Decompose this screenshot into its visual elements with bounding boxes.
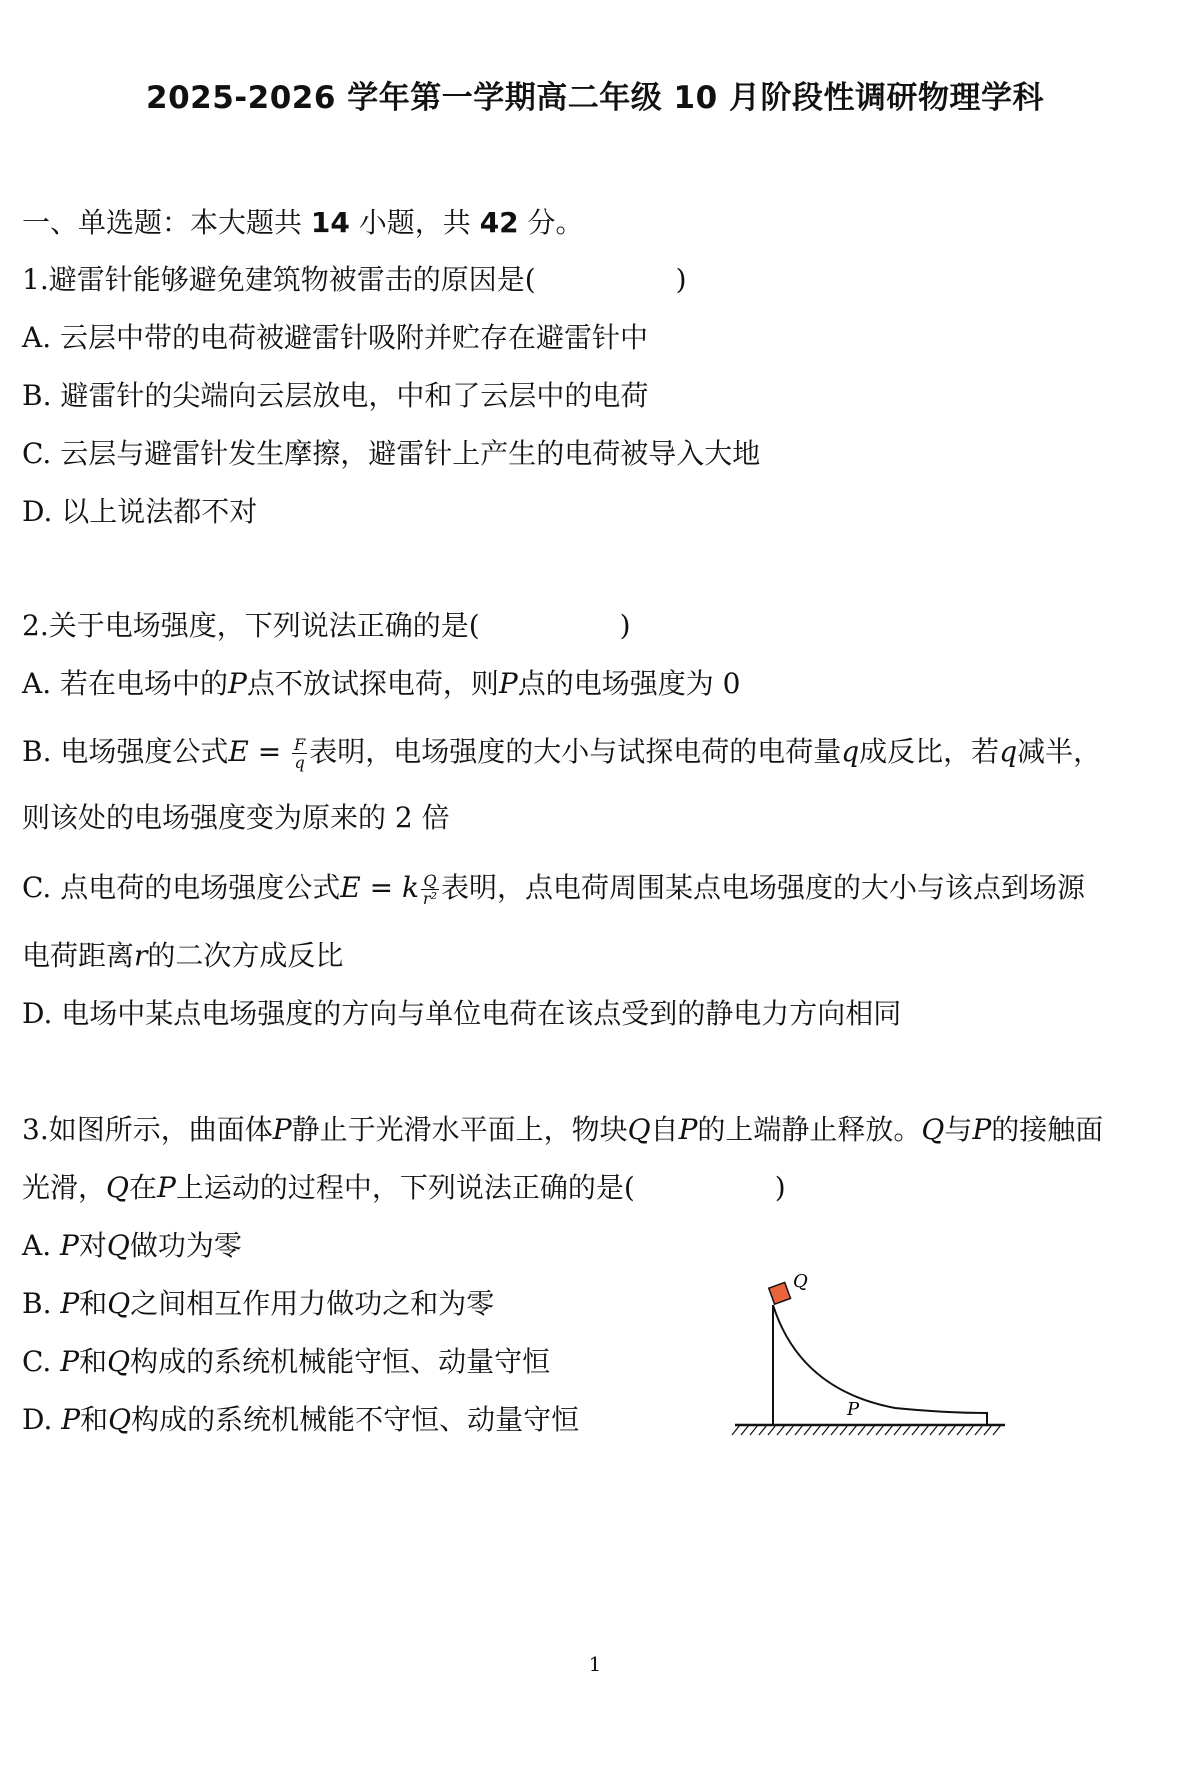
- q2-option-b-cont: 则该处的电场强度变为原来的 2 倍: [22, 801, 450, 834]
- ground-hatch: [732, 1425, 1005, 1435]
- fraction-q-over-r2: $\frac{Q}{\text{r²}}$: [422, 871, 437, 908]
- hatch-mark: [867, 1425, 875, 1435]
- q3-stem-line1: 3.如图所示，曲面体P静止于光滑水平面上，物块Q自P的上端静止释放。Q与P的接触面: [22, 1113, 1104, 1146]
- page-number: 1: [588, 1652, 602, 1676]
- hatch-mark: [984, 1425, 992, 1435]
- q3-option-a: A. P对Q做功为零: [22, 1229, 242, 1262]
- q3-stem-line2: 光滑，Q在P上运动的过程中，下列说法正确的是( ): [22, 1171, 786, 1204]
- label-q: Q: [793, 1271, 808, 1292]
- q1-option-b: B. 避雷针的尖端向云层放电，中和了云层中的电荷: [22, 379, 649, 412]
- q2-stem: 2.关于电场强度，下列说法正确的是( ): [22, 609, 631, 642]
- hatch-mark: [939, 1425, 947, 1435]
- hatch-mark: [768, 1425, 776, 1435]
- hatch-mark: [948, 1425, 956, 1435]
- q2-option-d: D. 电场中某点电场强度的方向与单位电荷在该点受到的静电力方向相同: [22, 997, 902, 1030]
- q1-stem: 1.避雷针能够避免建筑物被雷击的原因是( ): [22, 263, 687, 296]
- hatch-mark: [750, 1425, 758, 1435]
- hatch-mark: [957, 1425, 965, 1435]
- hatch-mark: [912, 1425, 920, 1435]
- hatch-mark: [759, 1425, 767, 1435]
- q3-option-c: C. P和Q构成的系统机械能守恒、动量守恒: [22, 1345, 551, 1378]
- fraction-f-over-q: $\frac{F}{q}$: [294, 735, 306, 772]
- hatch-mark: [849, 1425, 857, 1435]
- q2-option-a: A. 若在电场中的P点不放试探电荷，则P点的电场强度为 0: [22, 667, 741, 700]
- q2-option-c-cont: 电荷距离r的二次方成反比: [22, 939, 344, 972]
- hatch-mark: [903, 1425, 911, 1435]
- q2-option-b: B. 电场强度公式E = $\frac{F}{q}$ 表明，电场强度的大小与试探电荷的电荷量q成反比，若q减半，: [22, 735, 1102, 772]
- hatch-mark: [975, 1425, 983, 1435]
- label-p: P: [847, 1399, 860, 1420]
- q1-option-a: A. 云层中带的电荷被避雷针吸附并贮存在避雷针中: [22, 321, 649, 354]
- hatch-mark: [777, 1425, 785, 1435]
- hatch-mark: [894, 1425, 902, 1435]
- hatch-mark: [732, 1425, 740, 1435]
- hatch-mark: [966, 1425, 974, 1435]
- hatch-mark: [822, 1425, 830, 1435]
- hatch-mark: [741, 1425, 749, 1435]
- page-title: 2025-2026 学年第一学期高二年级 10 月阶段性调研物理学科: [146, 80, 1044, 116]
- section-heading: 一、单选题：本大题共 14 小题，共 42 分。: [22, 206, 584, 239]
- hatch-mark: [993, 1425, 1001, 1435]
- hatch-mark: [921, 1425, 929, 1435]
- block-q: [769, 1282, 791, 1304]
- q2-option-c: C. 点电荷的电场强度公式E = k $\frac{Q}{\text{r²}}$ 表明，点电荷周围某点电场强度的大小与该点到场源: [22, 871, 1085, 908]
- q3-option-b: B. P和Q之间相互作用力做功之和为零: [22, 1287, 495, 1320]
- hatch-mark: [876, 1425, 884, 1435]
- hatch-mark: [885, 1425, 893, 1435]
- q1-option-d: D. 以上说法都不对: [22, 495, 258, 528]
- hatch-mark: [858, 1425, 866, 1435]
- hatch-mark: [930, 1425, 938, 1435]
- hatch-mark: [831, 1425, 839, 1435]
- curved-body-p: [773, 1305, 987, 1425]
- q3-option-d: D. P和Q构成的系统机械能不守恒、动量守恒: [22, 1403, 580, 1436]
- curved-block-figure: [730, 1265, 1010, 1445]
- hatch-mark: [804, 1425, 812, 1435]
- hatch-mark: [813, 1425, 821, 1435]
- hatch-mark: [840, 1425, 848, 1435]
- q1-option-c: C. 云层与避雷针发生摩擦，避雷针上产生的电荷被导入大地: [22, 437, 761, 470]
- hatch-mark: [786, 1425, 794, 1435]
- hatch-mark: [795, 1425, 803, 1435]
